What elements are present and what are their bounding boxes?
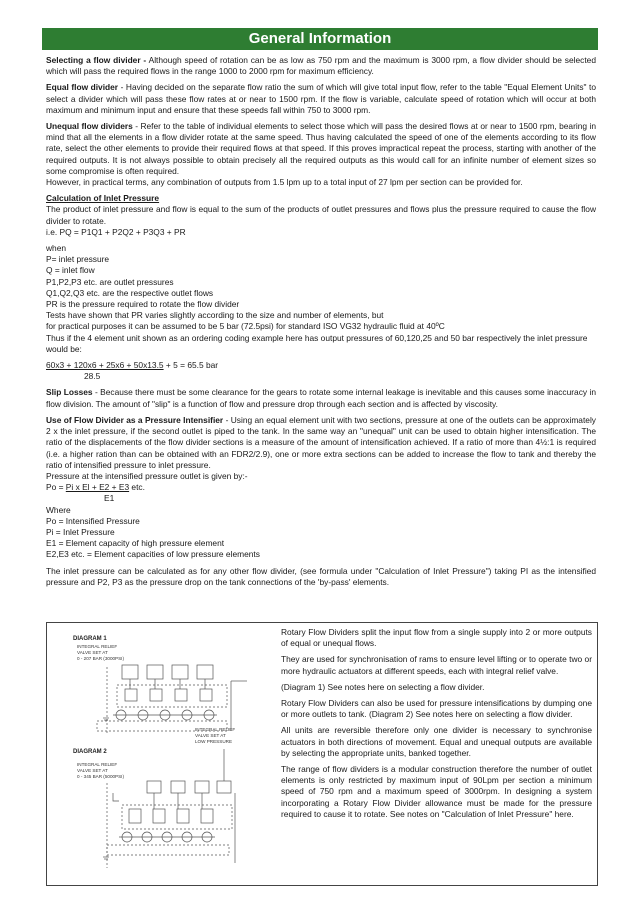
practical-line: for practical purposes it can be assumed to be 5 bar (72.5psi) for standard ISO VG32 hydraulic fluid at 40ºC xyxy=(46,321,445,332)
slip-paragraph xyxy=(46,387,596,409)
when-label: when xyxy=(46,243,67,254)
desc-p2: They are used for synchronisation of rams to ensure level lifting or to operate two or more hydraulic actuators at different speeds, each with integral relief valve. xyxy=(281,654,592,676)
inlet-section xyxy=(46,193,596,238)
equal-paragraph xyxy=(46,82,596,116)
intensifier-closing: The inlet pressure can be calculated as for any other flow divider, (see formula under "Calculation of Inlet Pressure") taking PI as the intensified pressure and P2, P3 as the pressure drop on the tank connections of the 'by-pass' elements. xyxy=(46,565,596,587)
po-suffix: etc. xyxy=(129,482,145,493)
unequal-text-2: However, in practical terms, any combination of outputs from 1.5 lpm up to a total input of 27 lpm per section can be provided for. xyxy=(46,177,523,188)
equation-result: + 5 = 65.5 bar xyxy=(163,360,219,371)
unequal-heading: Unequal flow dividers xyxy=(46,121,133,132)
selecting-heading: Selecting a flow divider - xyxy=(46,55,147,65)
desc-p1: Rotary Flow Dividers split the input flow from a single supply into 2 or more outputs of equal or unequal flows. xyxy=(281,627,592,649)
desc-p4: Rotary Flow Dividers can also be used for pressure intensifications by dumping one or more outlets to tank. (Diagram 2) See notes here on selecting a flow divider. xyxy=(281,698,592,720)
def-pi: Pi = Inlet Pressure xyxy=(46,526,115,537)
thus-line: Thus if the 4 element unit shown as an ordering coding example here has output pressures of 60,120,25 and 50 bar respectively the inlet pressure would be: xyxy=(46,332,588,354)
def-e1: E1 = Element capacity of high pressure element xyxy=(46,538,225,549)
diagram1-schematic xyxy=(97,665,247,733)
def-pr: PR is the pressure required to rotate the flow divider xyxy=(46,299,240,310)
diagram2-label-2: VALVE SET AT xyxy=(77,768,108,773)
inlet-example-equation xyxy=(46,360,596,382)
slip-text: - Because there must be some clearance for the gears to rotate some internal leakage is inevitable and this causes some inaccuracy in flow division. The amount of "slip" is a function of flow and pressure drop through each section and is affected by viscosity. xyxy=(46,387,596,409)
diagram1-title: DIAGRAM 1 xyxy=(73,636,107,642)
def-q123: Q1,Q2,Q3 etc. are the respective outlet flows xyxy=(46,287,214,298)
intensifier-section xyxy=(46,415,596,561)
diagram2-right-label-2: VALVE SET AT xyxy=(195,733,226,738)
equation-numerator: 60x3 + 120x6 + 25x6 + 50x13.5 xyxy=(46,360,164,371)
diagram-panel xyxy=(46,622,598,886)
desc-p5: All units are reversible therefore only one divider is necessary to synchronise actuators in both directions of movement. Equal and unequal outputs are available by selecting the appropriate units, banked together. xyxy=(281,725,592,758)
equal-heading: Equal flow divider xyxy=(46,82,119,93)
def-po: Po = Intensified Pressure xyxy=(46,515,140,526)
selecting-text: Although speed of rotation can be as low as 750 rpm and the maximum is 3000 rpm, a flow divider should be selected which will pass the required flows in the range 1000 to 2000 rpm for maximum efficiency. xyxy=(46,55,596,77)
slip-heading: Slip Losses xyxy=(46,387,93,398)
def-q: Q = inlet flow xyxy=(46,265,95,276)
equal-text: - Having decided on the separate flow ratio the sum of which will give total input flow, refer to the table "Equal Element Units" to select a divider which will pass these flow rates at or near to 1500 rpm. If the flow is variable, calculate speed of rotation which will occur at both maximum and minimum input and ensure that these speeds fall within 750 to 3000 rpm. xyxy=(46,82,596,115)
desc-p6: The range of flow dividers is a modular construction therefore the number of outlet elements is only restricted by maximum input of 90Lpm per section a minimum speed of 750 rpm and a maximum speed of 3000rpm. In designing a system incorporating a Rotary Flow Divider allowance must be made for the pressure required to cause it to rotate. See notes on "Calculation of Inlet Pressure" here. xyxy=(281,764,592,819)
diagram2-schematic xyxy=(103,749,235,868)
unequal-paragraph xyxy=(46,121,596,188)
page-title: General Information xyxy=(42,28,598,50)
selecting-paragraph xyxy=(46,55,596,77)
po-denominator: E1 xyxy=(104,493,115,504)
inlet-formula: i.e. PQ = P1Q1 + P2Q2 + P3Q3 + PR xyxy=(46,226,186,237)
diagram2-title: DIAGRAM 2 xyxy=(73,749,107,755)
def-e23: E2,E3 etc. = Element capacities of low pressure elements xyxy=(46,549,260,560)
def-p: P= inlet pressure xyxy=(46,254,110,265)
equation-denominator: 28.5 xyxy=(84,371,101,382)
diagram-description xyxy=(281,627,592,825)
diagrams-area xyxy=(47,623,279,885)
diagram2-right-label-1: INTEGRAL RELIEF xyxy=(195,727,236,732)
def-p123: P1,P2,P3 etc. are outlet pressures xyxy=(46,276,174,287)
unequal-text: - Refer to the table of individual elements to select those which will pass the desired flows at or near to 1500 rpm, bearing in mind that all the elements in a flow divider rotate at the same speed. Thus having calculated the speed of one of the elements according to its flow rate, select the other elements to provide their required flows at that speed. If this proves impractical repeat the process, starting with another of the required outputs. It is not always possible to obtain precisely all the required outputs as this would call for an infinite number of element sizes so some compromise is often required. xyxy=(46,121,596,176)
po-numerator: Pi x El + E2 + E3 xyxy=(65,482,130,493)
diagram1-label-2: VALVE SET AT xyxy=(77,650,108,655)
diagram2-label-3: 0 - 345 BAR (5000PSI) xyxy=(77,774,124,779)
intensifier-given: Pressure at the intensified pressure outlet is given by:- xyxy=(46,470,248,481)
diagram1-label-1: INTEGRAL RELIEF xyxy=(77,644,118,649)
diagram2-label-1: INTEGRAL RELIEF xyxy=(77,762,118,767)
po-prefix: Po = xyxy=(46,482,66,493)
tests-line: Tests have shown that PR varies slightly according to the size and number of elements, but xyxy=(46,310,384,321)
inlet-line-1: The product of inlet pressure and flow is equal to the sum of the products of outlet pressures and flows plus the pressure required to cause the flow divider to rotate. xyxy=(46,204,596,226)
desc-p3: (Diagram 1) See notes here on selecting a flow divider. xyxy=(281,681,485,692)
inlet-heading: Calculation of Inlet Pressure xyxy=(46,193,160,204)
diagram2-right-label-3: LOW PRESSURE xyxy=(195,739,233,744)
hydraulic-schematics xyxy=(47,623,279,885)
diagram1-label-3: 0 - 207 BAR (3000PSI) xyxy=(77,656,124,661)
main-content xyxy=(46,55,596,593)
inlet-definitions xyxy=(46,243,596,355)
intensifier-heading: Use of Flow Divider as a Pressure Intensifier xyxy=(46,414,224,425)
where-label: Where xyxy=(46,504,71,515)
intensifier-text: - Using an equal element unit with two sections, pressure at one of the outlets can be approximately 2 x the inlet pressure, if the second outlet is piped to the tank. In the same way an "unequal" unit can be used to obtain higher intensification. The ratio of the displacements of the flow divider sections is a measure of the amount of intensification achieved. If a ratio of more than 4½:1 is required (i.e. a higher ration than can be obtained with an FDR2/2.9), one or more extra sections can be added to increase the flow to tank and thereby the ratio of intensified pressure to inlet pressure. xyxy=(46,414,596,470)
